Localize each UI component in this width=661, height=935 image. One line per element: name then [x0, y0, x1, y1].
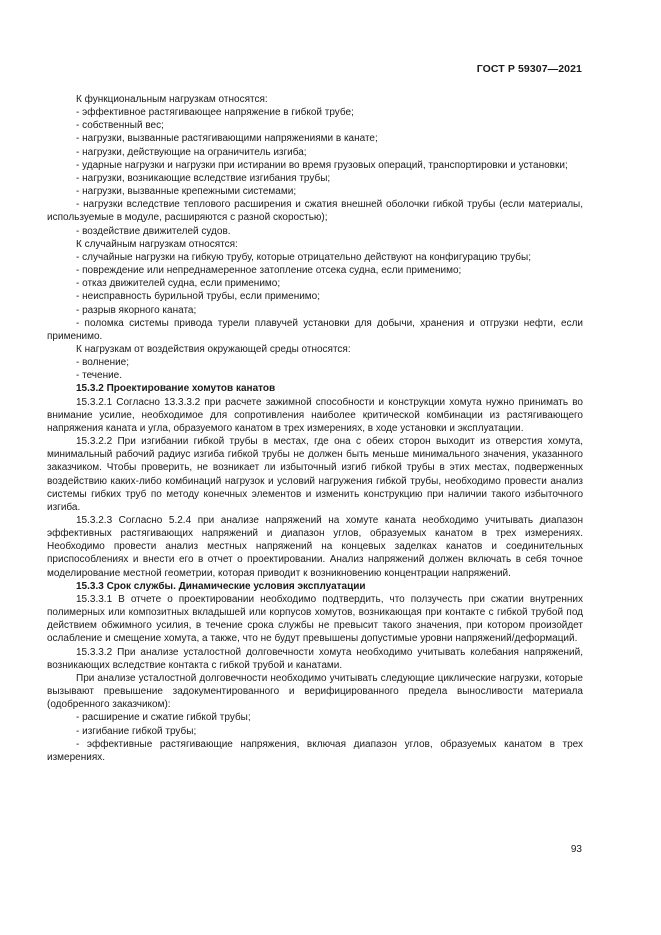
paragraph: - отказ движителей судна, если применимо;: [76, 278, 281, 290]
paragraph: - нагрузки, вызванные растягивающими напряжениями в канате;: [76, 133, 378, 145]
paragraph: 15.3.3.2 При анализе усталостной долговечности хомута необходимо учитывать колебания напряжений, возникающих вследствие контакта с гибкой трубой и канатами.: [47, 646, 583, 671]
paragraph: - ударные нагрузки и нагрузки при истирании во время грузовых операций, транспортировки и установки;: [76, 159, 568, 171]
paragraph: - воздействие движителей судов.: [76, 225, 231, 237]
paragraph: - разрыв якорного каната;: [76, 304, 197, 316]
paragraph: К функциональным нагрузкам относятся:: [76, 94, 268, 105]
document-header: ГОСТ Р 59307—2021: [476, 63, 582, 75]
paragraph: - волнение;: [76, 357, 130, 369]
paragraph: - течение.: [76, 370, 123, 382]
paragraph: - эффективные растягивающие напряжения, включая диапазон углов, образуемых канатом в трех измерениях.: [47, 738, 583, 763]
paragraph: К нагрузкам от воздействия окружающей среды относятся:: [76, 343, 351, 355]
paragraph: - эффективное растягивающее напряжение в гибкой трубе;: [76, 107, 354, 119]
paragraph: - поломка системы привода турели плавучей установки для добычи, хранения и отгрузки нефти, если применимо.: [47, 317, 583, 342]
section-heading: 15.3.2 Проектирование хомутов канатов: [76, 383, 276, 395]
paragraph: - нагрузки, возникающие вследствие изгибания трубы;: [76, 172, 331, 184]
section-heading: 15.3.3 Срок службы. Динамические условия эксплуатации: [76, 580, 366, 592]
paragraph: 15.3.2.1 Согласно 13.3.3.2 при расчете зажимной способности и конструкции хомута нужно принимать во внимание усилие, необходимое для сопротивления наиболее критической комбинации из растягивающего напряжения каната и угла, образуемого канатом в трех измерениях, в ходе установки и эксплуатации.: [47, 396, 583, 434]
paragraph: - нагрузки вследствие теплового расширения и сжатия внешней оболочки гибкой трубы (если материалы, используемые в модуле, расширяются с разной скоростью);: [47, 199, 583, 224]
document-body: [47, 93, 583, 764]
page-number: 93: [570, 844, 582, 855]
paragraph: При анализе усталостной долговечности необходимо учитывать следующие циклические нагрузки, которые вызывают превышение задокументированного и верифицированного предела выносливости материала (одобренного заказчиком):: [47, 672, 583, 711]
paragraph: - случайные нагрузки на гибкую трубу, которые отрицательно действуют на конфигурацию трубы;: [76, 251, 531, 263]
paragraph: - собственный вес;: [76, 120, 164, 132]
paragraph: - нагрузки, вызванные крепежными системами;: [76, 186, 297, 198]
paragraph: 15.3.3.1 В отчете о проектировании необходимо подтвердить, что ползучесть при сжатии внутренних полимерных или композитных вкладышей или корпусов хомутов, возникающая при контакте с гибкой трубой под действием обжимного усилия, в течение срока службы не превысит такого значения, при котором произойдет ослабление и смещение хомута, а также, что не будут превышены допустимые уровни напряжений/деформаций.: [47, 593, 583, 645]
paragraph: - неисправность бурильной трубы, если применимо;: [76, 291, 321, 303]
paragraph: - повреждение или непреднамеренное затопление отсека судна, если применимо;: [76, 265, 462, 277]
paragraph: - расширение и сжатие гибкой трубы;: [76, 712, 251, 724]
paragraph: - изгибание гибкой трубы;: [76, 725, 197, 737]
paragraph: 15.3.2.2 При изгибании гибкой трубы в местах, где она с обеих сторон выходит из отверстия хомута, минимальный рабочий радиус изгиба гибкой трубы не должен быть меньше минимального значения, указанного заказчиком. Чтобы проверить, не возникает ли избыточный изгиб гибкой трубы в этих местах, подверженных воздействию каких-либо комбинаций нагрузок и условий нагружения гибкой трубы, необходимо провести анализ системы гибких труб по методу конечных элементов и изменить конструкцию при наличии такого избыточного изгиба.: [47, 436, 583, 513]
paragraph: К случайным нагрузкам относятся:: [76, 238, 238, 250]
paragraph: - нагрузки, действующие на ограничитель изгиба;: [76, 146, 307, 158]
paragraph: 15.3.2.3 Согласно 5.2.4 при анализе напряжений на хомуте каната необходимо учитывать диапазон эффективных растягивающих напряжений и диапазон углов, образуемых канатом в трех измерениях. Необходимо провести анализ местных напряжений на концевых заделках канатов и соединительных приспособлениях и внести его в отчет о проектировании. Анализ напряжений должен включать в себя точное моделирование местной геометрии, которая приводит к возникновению концентрации напряжений.: [47, 515, 583, 579]
